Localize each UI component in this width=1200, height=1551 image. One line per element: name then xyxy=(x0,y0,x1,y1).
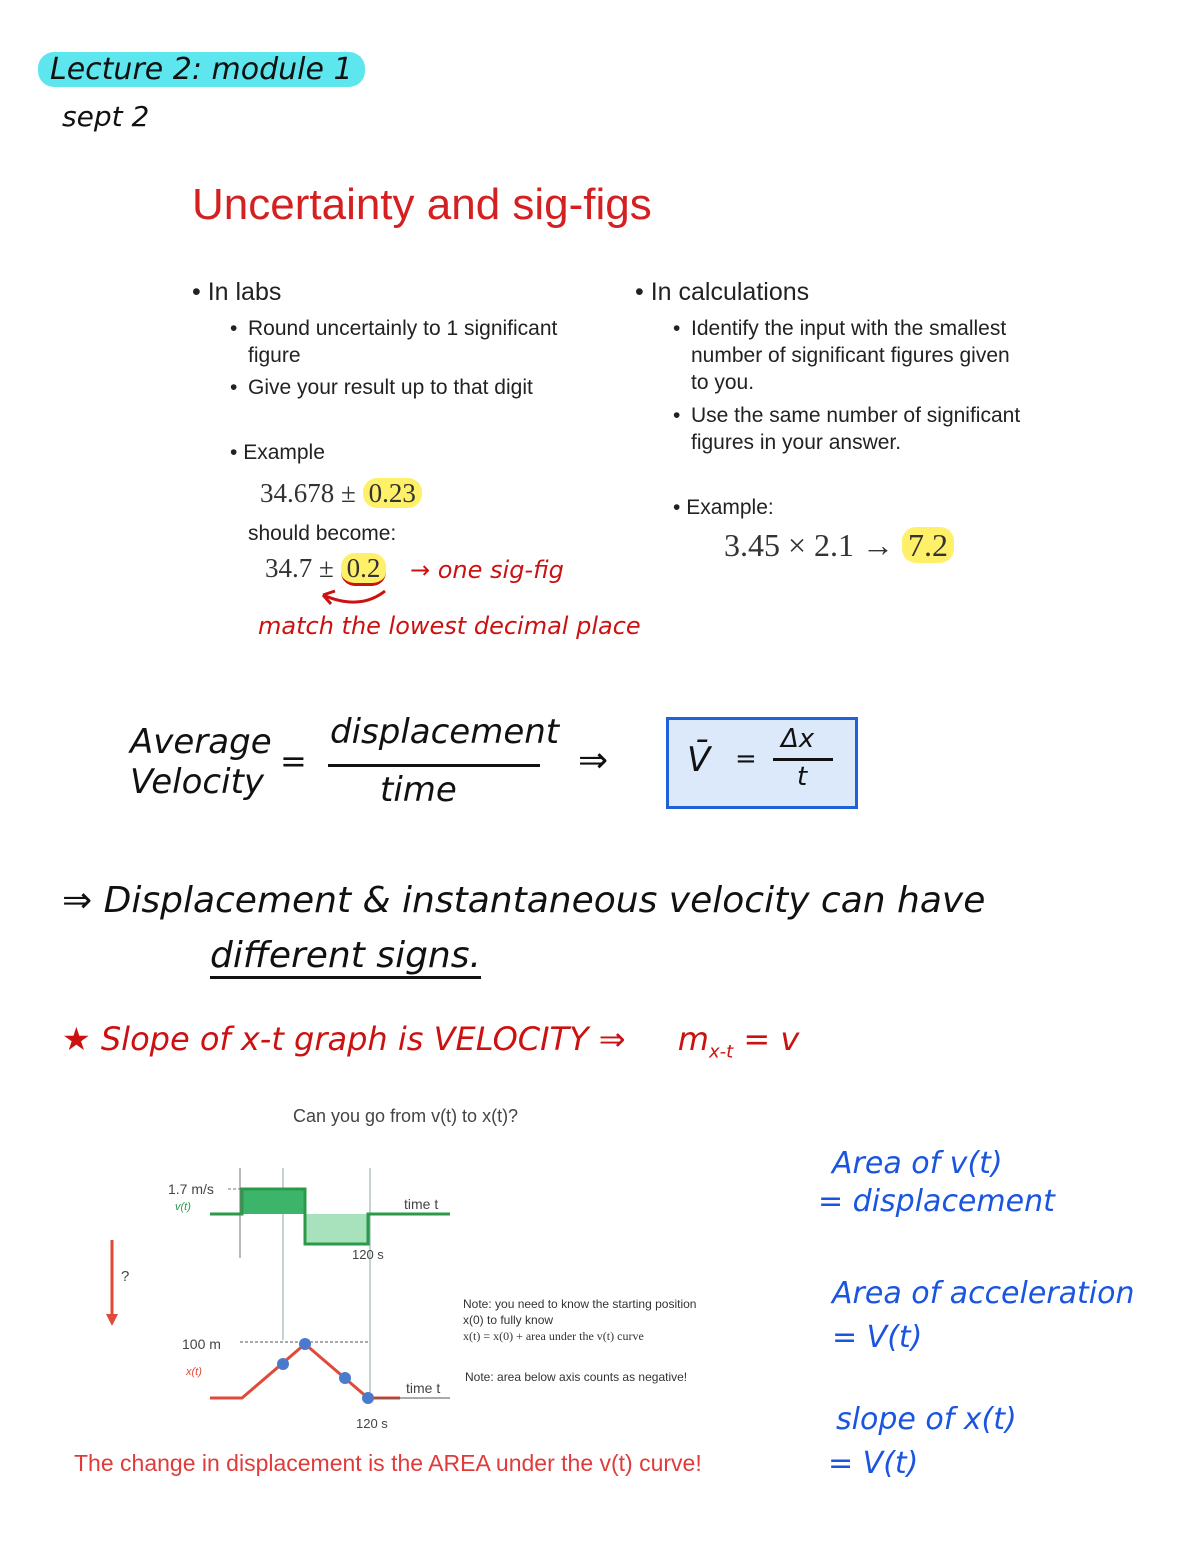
calc-item-1: • Identify the input with the smallest number of significant figures given to you. xyxy=(673,317,1010,394)
bullet-in-labs: • In labs xyxy=(192,278,282,306)
note-area-negative: Note: area below axis counts as negative! xyxy=(465,1370,688,1384)
side-note-area-acceleration: Area of acceleration = V(t) xyxy=(832,1276,1135,1355)
x-120-label: 120 s xyxy=(356,1416,388,1431)
avg-numerator: displacement xyxy=(330,712,560,752)
displacement-sentence-2: different signs. xyxy=(210,935,481,976)
slide-title-uncertainty: Uncertainty and sig-figs xyxy=(192,180,652,229)
annotation-one-sig-fig: → one sig-fig xyxy=(410,556,564,584)
x-point-2 xyxy=(299,1338,311,1350)
labs-item-1: • Round uncertainly to 1 significant figure xyxy=(230,317,558,367)
annotation-match-decimal: match the lowest decimal place xyxy=(258,612,641,640)
v-time-label: time t xyxy=(404,1196,439,1212)
x-axis-label: x(t) xyxy=(186,1366,202,1378)
labs-should-become: should become: xyxy=(248,522,397,545)
calc-example-label: • Example: xyxy=(673,496,774,519)
calc-item-2: • Use the same number of significant figures in your answer. xyxy=(673,404,1021,454)
bullet-in-calculations: • In calculations xyxy=(635,278,810,306)
slide2-title: Can you go from v(t) to x(t)? xyxy=(293,1106,519,1126)
calc-example-expr: 3.45 × 2.1 → 7.2 xyxy=(724,527,954,564)
v-area-negative xyxy=(305,1214,368,1244)
x-time-label: time t xyxy=(406,1380,441,1396)
side-note-area-velocity: Area of v(t) = displacement xyxy=(818,1146,1055,1219)
v-area-positive xyxy=(242,1189,305,1214)
v-tick-label: 1.7 m/s xyxy=(168,1181,214,1197)
v-120-label: 120 s xyxy=(352,1247,384,1262)
slope-note: ★ Slope of x-t graph is VELOCITY ⇒ $m_{x-t} = v$ xyxy=(62,1020,800,1063)
displacement-sentence-1: ⇒ Displacement & instantaneous velocity can have xyxy=(62,880,986,921)
question-mark: ? xyxy=(121,1268,130,1285)
x-curve xyxy=(210,1344,400,1398)
avg-velocity-label: Average Velocity xyxy=(130,722,272,802)
lecture-date: sept 2 xyxy=(62,100,150,133)
labs-item-2: • Give your result up to that digit xyxy=(230,376,533,399)
slide2-conclusion: The change in displacement is the AREA under the v(t) curve! xyxy=(74,1450,702,1476)
avg-denominator: time xyxy=(380,770,457,810)
labs-example-expr2: 34.7 ± 0.2 xyxy=(265,553,386,584)
avg-equals: = xyxy=(280,742,307,780)
v-axis-label: v(t) xyxy=(175,1201,191,1213)
x-point-1 xyxy=(277,1358,289,1370)
note-starting-position: Note: you need to know the starting position x(0) to fully know x(t) = x(0) + area under the v(t) curve xyxy=(463,1297,697,1343)
velocity-formula-box: V̄ = Δx t xyxy=(666,717,858,809)
labs-example-expr1: 34.678 ± 0.23 xyxy=(260,478,422,509)
x-point-3 xyxy=(339,1372,351,1384)
avg-implies: ⇒ xyxy=(578,740,609,781)
x-point-4 xyxy=(362,1392,374,1404)
labs-example-label: • Example xyxy=(230,441,325,464)
side-note-slope-position: slope of x(t) = V(t) xyxy=(828,1402,1017,1481)
x-tick-label: 100 m xyxy=(182,1336,221,1352)
lecture-title: Lecture 2: module 1 xyxy=(38,52,365,87)
question-arrow-head xyxy=(106,1314,118,1326)
